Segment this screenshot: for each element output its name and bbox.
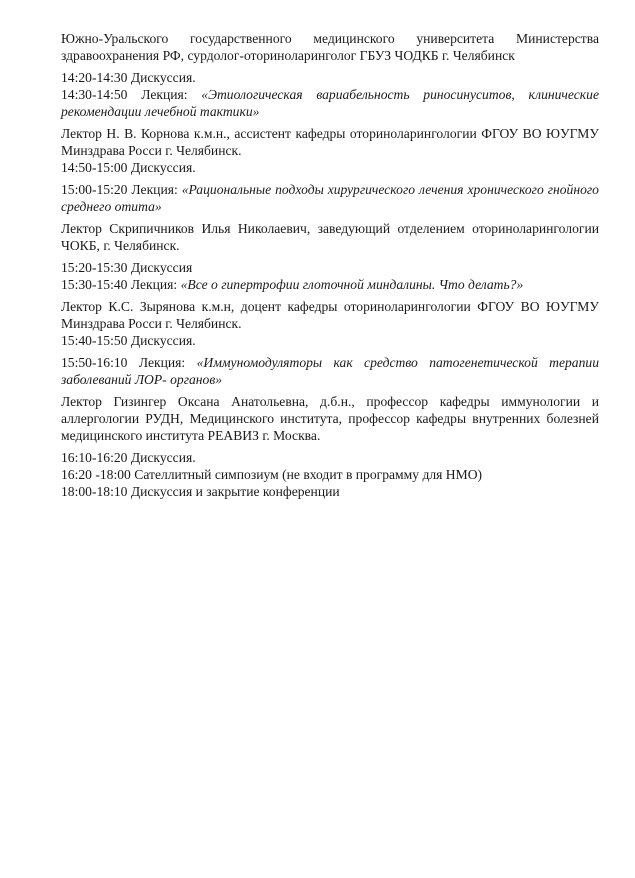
lecturer-info: Лектор Гизингер Оксана Анатольевна, д.б.н., профессор кафедры иммунологии и аллергологии РУДН, Медицинского института, профессор кафедры внутренних болезней медицинского института РЕАВИЗ г. Москва. xyxy=(61,394,599,443)
schedule-item-symposium: 16:20 -18:00 Сателлитный симпозиум (не входит в программу для НМО) xyxy=(61,467,483,482)
lecturer-info: Лектор Н. В. Корнова к.м.н., ассистент кафедры оториноларингологии ФГОУ ВО ЮУГМУ Минздрава Росси г. Челябинск. xyxy=(61,126,599,158)
schedule-item-lecture: 14:30-14:50 Лекция: «Этиологическая вариабельность риносинуситов, клинические рекомендации лечебной тактики» xyxy=(61,87,599,119)
schedule-item-discussion: 15:20-15:30 Дискуссия xyxy=(61,260,193,275)
schedule-item-lecture: 15:50-16:10 Лекция: «Иммуномодуляторы как средство патогенетической терапии заболеваний ЛОР- органов» xyxy=(61,355,599,387)
schedule-item-discussion: 14:20-14:30 Дискуссия. xyxy=(61,70,196,85)
lecture-title: «Рациональные подходы хирургического лечения хронического гнойного среднего отита» xyxy=(61,182,599,214)
intro-paragraph: Южно-Уральского государственного медицинского университета Министерства здравоохранения РФ, сурдолог-оториноларинголог ГБУЗ ЧОДКБ г. Челябинск xyxy=(61,31,599,63)
lecturer-info: Лектор Скрипичников Илья Николаевич, заведующий отделением оториноларингологии ЧОКБ, г. Челябинск. xyxy=(61,221,599,253)
lecture-title: «Этиологическая вариабельность риносинуситов, клинические рекомендации лечебной тактики» xyxy=(61,87,599,119)
lecture-title: «Все о гипертрофии глоточной миндалины. Что делать?» xyxy=(180,277,524,292)
schedule-item-lecture: 15:00-15:20 Лекция: «Рациональные подходы хирургического лечения хронического гнойного среднего отита» xyxy=(61,182,599,214)
document-page xyxy=(61,30,599,500)
schedule-item-lecture: 15:30-15:40 Лекция: «Все о гипертрофии глоточной миндалины. Что делать?» xyxy=(61,277,524,292)
lecture-title: «Иммуномодуляторы как средство патогенетической терапии заболеваний ЛОР- органов» xyxy=(61,355,599,387)
schedule-item-discussion: 15:40-15:50 Дискуссия. xyxy=(61,333,196,348)
schedule-item-discussion: 14:50-15:00 Дискуссия. xyxy=(61,160,196,175)
schedule-item-discussion: 16:10-16:20 Дискуссия. xyxy=(61,450,196,465)
schedule-item-closing: 18:00-18:10 Дискуссия и закрытие конференции xyxy=(61,484,340,499)
lecturer-info: Лектор К.С. Зырянова к.м.н, доцент кафедры оториноларингологии ФГОУ ВО ЮУГМУ Минздрава Росси г. Челябинск. xyxy=(61,299,599,331)
